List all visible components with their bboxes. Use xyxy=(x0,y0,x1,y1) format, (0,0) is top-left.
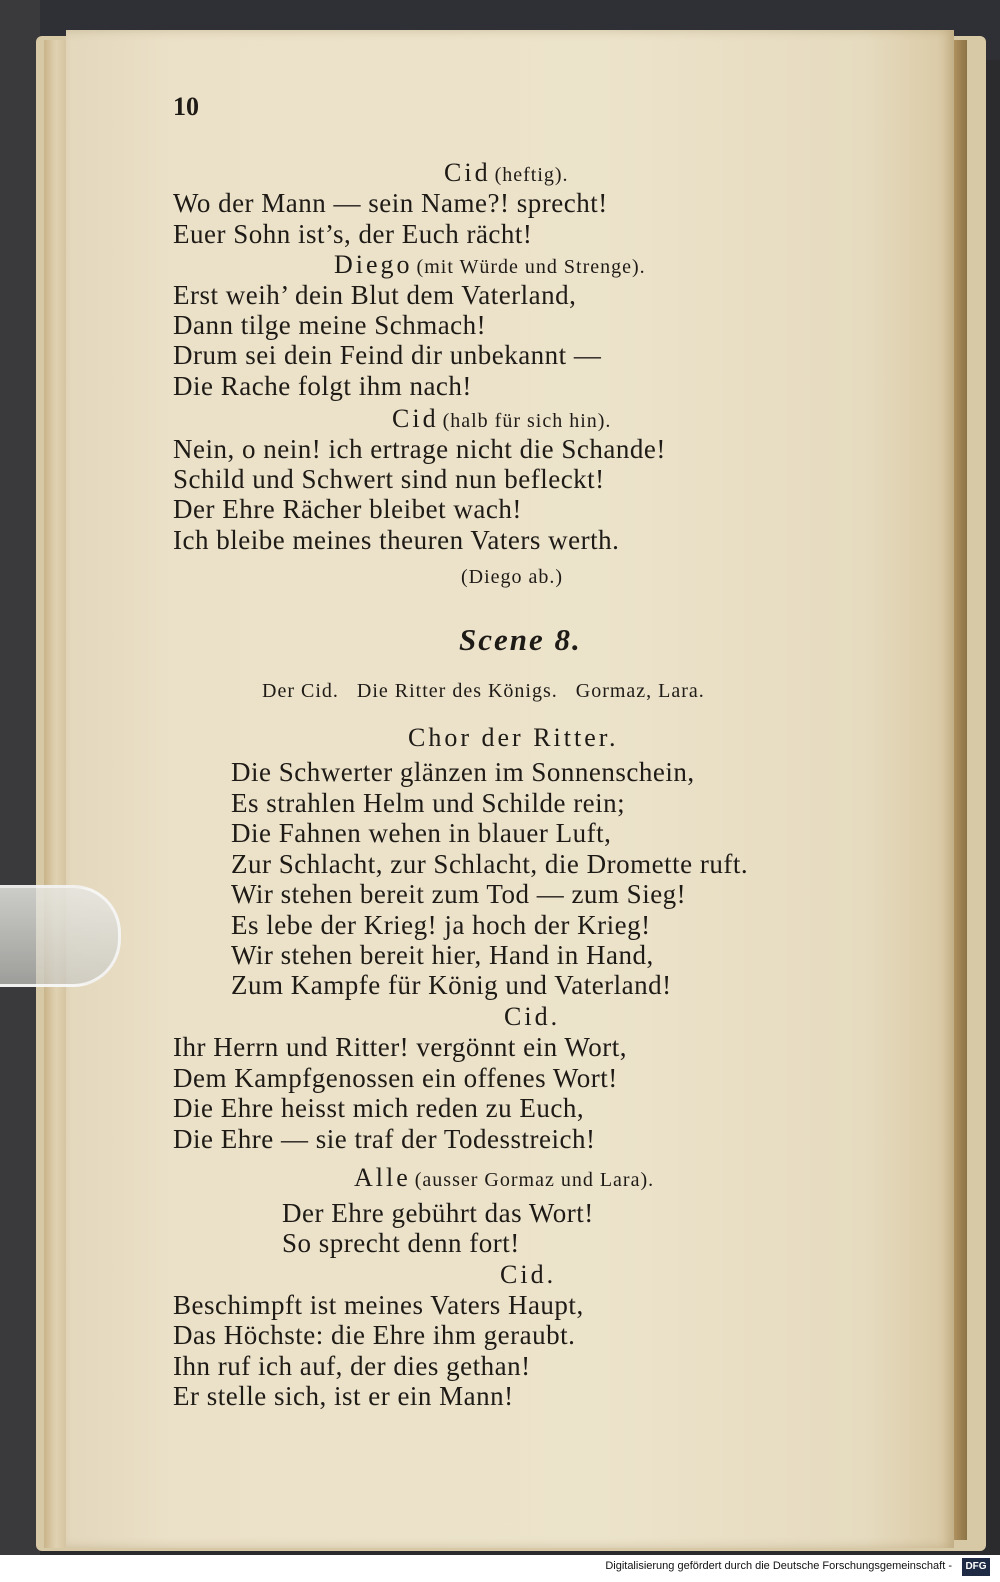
speaker-name: Cid xyxy=(444,158,491,187)
verse-line: Drum sei dein Feind dir unbekannt — xyxy=(173,340,602,370)
verse-line: Dem Kampfgenossen ein offenes Wort! xyxy=(173,1063,618,1093)
scene-title: Scene 8. xyxy=(459,622,582,657)
verse-line: Ihn ruf ich auf, der dies gethan! xyxy=(173,1351,531,1381)
verse-line: Erst weih’ dein Blut dem Vaterland, xyxy=(173,280,577,310)
verse-line: Der Ehre gebührt das Wort! xyxy=(282,1198,594,1228)
stage-direction: (mit Würde und Strenge). xyxy=(416,256,646,278)
cast-member: Die Ritter des Königs. xyxy=(356,680,558,702)
verse-line: Euer Sohn ist’s, der Euch rächt! xyxy=(173,219,533,249)
verse-line: Zur Schlacht, zur Schlacht, die Dromette ruft. xyxy=(231,849,749,879)
verse-line: Wir stehen bereit hier, Hand in Hand, xyxy=(231,940,654,970)
speaker-heading xyxy=(334,250,646,280)
verse-line: Das Höchste: die Ehre ihm geraubt. xyxy=(173,1320,576,1350)
verse-line: Die Rache folgt ihm nach! xyxy=(173,371,472,401)
page-clip xyxy=(0,885,121,987)
funding-credit: Digitalisierung gefördert durch die Deutsche Forschungsgemeinschaft - xyxy=(605,1560,952,1572)
speaker-name: Cid xyxy=(392,404,439,433)
cast-list xyxy=(262,680,705,703)
speaker-name: Alle xyxy=(354,1163,411,1192)
stage-direction: (ausser Gormaz und Lara). xyxy=(414,1169,655,1191)
verse-line: Beschimpft ist meines Vaters Haupt, xyxy=(173,1290,584,1320)
verse-line: Zum Kampfe für König und Vaterland! xyxy=(231,970,672,1000)
page-number: 10 xyxy=(173,92,199,121)
speaker-heading xyxy=(392,404,611,434)
verse-line: Die Ehre heisst mich reden zu Euch, xyxy=(173,1093,585,1123)
stage-direction: (halb für sich hin). xyxy=(442,410,612,432)
speaker-heading xyxy=(354,1163,654,1193)
speaker-name: Diego xyxy=(334,250,413,279)
verse-line: Die Ehre — sie traf der Todesstreich! xyxy=(173,1124,596,1154)
verse-line: Es strahlen Helm und Schilde rein; xyxy=(231,788,626,818)
cast-member: Der Cid. xyxy=(262,680,339,702)
verse-line: Ihr Herrn und Ritter! vergönnt ein Wort, xyxy=(173,1032,627,1062)
verse-line: Wir stehen bereit zum Tod — zum Sieg! xyxy=(231,879,687,909)
verse-line: Der Ehre Rächer bleibet wach! xyxy=(173,494,522,524)
verse-line: Wo der Mann — sein Name?! sprecht! xyxy=(173,188,608,218)
verse-line: Nein, o nein! ich ertrage nicht die Schande! xyxy=(173,434,666,464)
scanner-background-left xyxy=(0,0,40,1582)
speaker-name: Cid. xyxy=(500,1260,557,1289)
verse-line: Dann tilge meine Schmach! xyxy=(173,310,487,340)
verse-line: Schild und Schwert sind nun befleckt! xyxy=(173,464,605,494)
speaker-name: Chor der Ritter. xyxy=(408,723,619,752)
dfg-logo: DFG xyxy=(962,1558,990,1576)
verse-line: Es lebe der Krieg! ja hoch der Krieg! xyxy=(231,910,651,940)
verse-line: So sprecht denn fort! xyxy=(282,1228,520,1258)
cast-member: Gormaz, Lara. xyxy=(575,680,705,702)
verse-line: Die Fahnen wehen in blauer Luft, xyxy=(231,818,612,848)
verse-line: Er stelle sich, ist er ein Mann! xyxy=(173,1381,514,1411)
stage-direction: (heftig). xyxy=(494,164,569,186)
verse-line: Die Schwerter glänzen im Sonnenschein, xyxy=(231,757,695,787)
stage-direction-exit: (Diego ab.) xyxy=(461,566,564,588)
speaker-name: Cid. xyxy=(504,1002,561,1031)
speaker-heading xyxy=(444,158,569,188)
verse-line: Ich bleibe meines theuren Vaters werth. xyxy=(173,525,620,555)
